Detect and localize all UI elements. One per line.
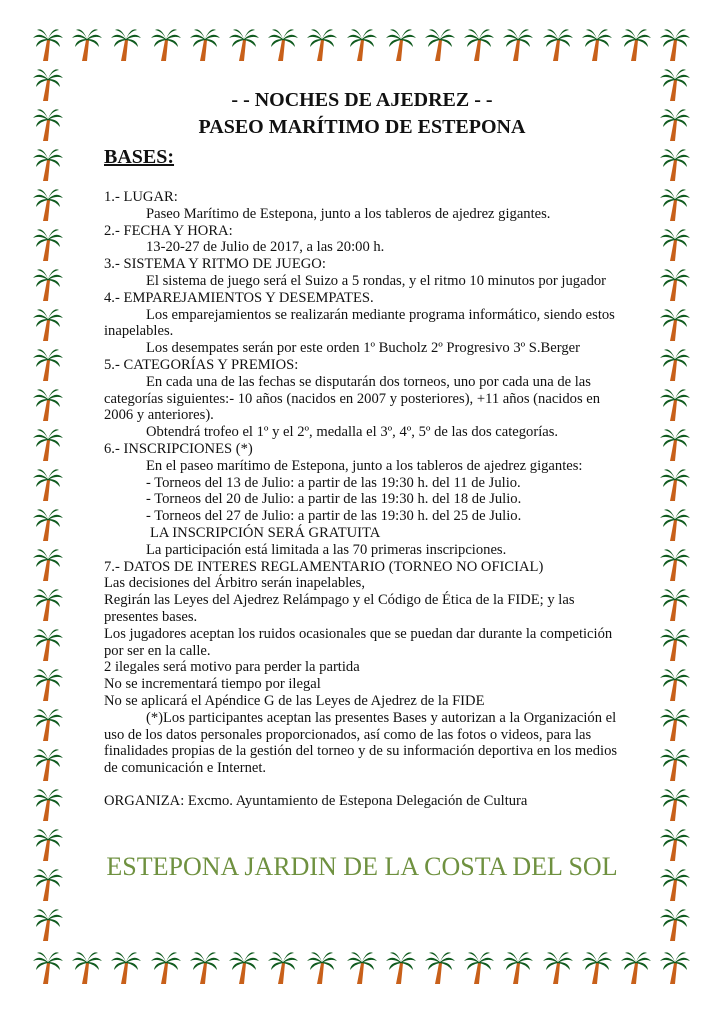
text-line: (*)Los participantes aceptan las presentes Bases y autorizan a la Organización el — [146, 709, 617, 726]
palm-tree-icon — [660, 587, 690, 623]
palm-tree-icon — [660, 187, 690, 223]
text-line: Regirán las Leyes del Ajedrez Relámpago y el Código de Ética de la FIDE; y las — [104, 592, 575, 609]
rules-body — [104, 189, 617, 777]
palm-tree-icon — [33, 467, 63, 503]
palm-tree-icon — [660, 227, 690, 263]
palm-tree-icon — [33, 387, 63, 423]
text-line: por ser en la calle. — [104, 642, 211, 659]
palm-tree-icon — [190, 27, 220, 63]
palm-tree-icon — [503, 950, 533, 986]
palm-tree-icon — [33, 787, 63, 823]
text-line: - Torneos del 13 de Julio: a partir de las 19:30 h. del 11 de Julio. — [146, 474, 521, 491]
palm-tree-icon — [33, 27, 63, 63]
palm-tree-icon — [111, 27, 141, 63]
palm-tree-icon — [307, 27, 337, 63]
palm-tree-icon — [660, 707, 690, 743]
palm-tree-icon — [33, 267, 63, 303]
palm-tree-icon — [660, 427, 690, 463]
palm-tree-icon — [229, 950, 259, 986]
text-line: - Torneos del 27 de Julio: a partir de las 19:30 h. del 25 de Julio. — [146, 508, 522, 525]
title-line-1: - - NOCHES DE AJEDREZ - - — [231, 89, 493, 111]
bases-heading: BASES: — [104, 146, 175, 168]
text-line: Paseo Marítimo de Estepona, junto a los tableros de ajedrez gigantes. — [146, 205, 551, 222]
palm-tree-icon — [33, 547, 63, 583]
palm-tree-icon — [33, 227, 63, 263]
palm-tree-icon — [660, 147, 690, 183]
text-line: 4.- EMPAREJAMIENTOS Y DESEMPATES. — [104, 289, 374, 306]
text-line: 5.- CATEGORÍAS Y PREMIOS: — [104, 356, 299, 373]
palm-tree-icon — [660, 627, 690, 663]
palm-tree-icon — [660, 787, 690, 823]
text-line: Obtendrá trofeo el 1º y el 2º, medalla el 3º, 4º, 5º de las dos categorías. — [146, 424, 559, 441]
palm-tree-icon — [33, 707, 63, 743]
palm-tree-icon — [660, 27, 690, 63]
palm-tree-icon — [33, 667, 63, 703]
text-line: No se incrementará tiempo por ilegal — [104, 676, 321, 693]
palm-tree-icon — [33, 747, 63, 783]
text-line: 7.- DATOS DE INTERES REGLAMENTARIO (TORNEO NO OFICIAL) — [104, 558, 544, 575]
text-line: Los emparejamientos se realizarán mediante programa informático, siendo estos — [146, 306, 615, 323]
palm-tree-icon — [464, 27, 494, 63]
text-line: La participación está limitada a las 70 primeras inscripciones. — [146, 541, 507, 558]
palm-tree-icon — [660, 950, 690, 986]
text-line: En cada una de las fechas se disputarán dos torneos, uno por cada una de las — [146, 373, 591, 390]
palm-tree-icon — [621, 27, 651, 63]
palm-tree-icon — [229, 27, 259, 63]
organizer-line: ORGANIZA: Excmo. Ayuntamiento de Estepona Delegación de Cultura — [104, 793, 528, 809]
palm-tree-icon — [660, 467, 690, 503]
palm-tree-icon — [33, 507, 63, 543]
palm-tree-icon — [268, 950, 298, 986]
text-line: finalidades propias de la gestión del torneo y de su información deportiva en los medios — [104, 743, 618, 760]
palm-tree-icon — [33, 587, 63, 623]
palm-tree-icon — [347, 27, 377, 63]
palm-tree-icon — [660, 747, 690, 783]
palm-tree-icon — [72, 27, 102, 63]
palm-tree-icon — [33, 427, 63, 463]
palm-tree-icon — [660, 907, 690, 943]
palm-tree-icon — [33, 147, 63, 183]
text-line: 2.- FECHA Y HORA: — [104, 222, 233, 239]
palm-tree-icon — [33, 627, 63, 663]
text-line: Los jugadores aceptan los ruidos ocasionales que se puedan dar durante la competición — [104, 625, 613, 642]
palm-tree-icon — [660, 547, 690, 583]
palm-tree-icon — [543, 27, 573, 63]
palm-tree-icon — [33, 347, 63, 383]
palm-tree-icon — [543, 950, 573, 986]
text-line: de comunicación e Internet. — [104, 760, 267, 777]
text-line: 6.- INSCRIPCIONES (*) — [104, 440, 253, 457]
text-line: 2 ilegales será motivo para perder la partida — [104, 659, 360, 676]
text-line: presentes bases. — [104, 608, 198, 625]
palm-tree-icon — [151, 27, 181, 63]
palm-tree-icon — [503, 27, 533, 63]
palm-tree-icon — [660, 387, 690, 423]
palm-tree-icon — [111, 950, 141, 986]
palm-tree-icon — [33, 907, 63, 943]
text-line: Los desempates serán por este orden 1º Bucholz 2º Progresivo 3º S.Berger — [146, 340, 580, 357]
palm-tree-icon — [660, 307, 690, 343]
palm-tree-icon — [660, 347, 690, 383]
title-line-2: PASEO MARÍTIMO DE ESTEPONA — [198, 116, 526, 138]
palm-tree-icon — [386, 950, 416, 986]
palm-tree-icon — [425, 950, 455, 986]
palm-tree-icon — [660, 507, 690, 543]
palm-tree-icon — [33, 307, 63, 343]
text-line: LA INSCRIPCIÓN SERÁ GRATUITA — [150, 524, 381, 541]
text-line: - Torneos del 20 de Julio: a partir de las 19:30 h. del 18 de Julio. — [146, 491, 522, 508]
text-line: 3.- SISTEMA Y RITMO DE JUEGO: — [104, 256, 326, 273]
palm-tree-icon — [347, 950, 377, 986]
palm-tree-icon — [307, 950, 337, 986]
palm-tree-icon — [386, 27, 416, 63]
text-line: En el paseo marítimo de Estepona, junto a los tableros de ajedrez gigantes: — [146, 457, 583, 474]
footer-slogan: ESTEPONA JARDIN DE LA COSTA DEL SOL — [106, 852, 618, 881]
palm-tree-icon — [660, 267, 690, 303]
palm-tree-icon — [464, 950, 494, 986]
text-line: El sistema de juego será el Suizo a 5 rondas, y el ritmo 10 minutos por jugador — [146, 272, 607, 289]
palm-tree-icon — [582, 950, 612, 986]
text-line: uso de los datos personales proporcionados, así como de las fotos o videos, para las — [104, 726, 592, 743]
text-line: 13-20-27 de Julio de 2017, a las 20:00 h. — [146, 239, 385, 256]
text-line: 2006 y anteriores). — [104, 407, 214, 424]
palm-tree-icon — [190, 950, 220, 986]
palm-tree-icon — [425, 27, 455, 63]
text-line: No se aplicará el Apéndice G de las Leyes de Ajedrez de la FIDE — [104, 692, 485, 709]
text-line: Las decisiones del Árbitro serán inapelables, — [104, 575, 365, 592]
palm-tree-icon — [660, 667, 690, 703]
text-line: 1.- LUGAR: — [104, 189, 178, 205]
text-line: categorías siguientes:- 10 años (nacidos en 2007 y posteriores), +11 años (nacidos en — [104, 390, 601, 407]
palm-tree-icon — [33, 187, 63, 223]
palm-tree-icon — [268, 27, 298, 63]
palm-tree-icon — [72, 950, 102, 986]
palm-tree-icon — [33, 950, 63, 986]
palm-tree-icon — [582, 27, 612, 63]
text-line: inapelables. — [104, 323, 174, 340]
palm-tree-icon — [621, 950, 651, 986]
palm-tree-icon — [151, 950, 181, 986]
